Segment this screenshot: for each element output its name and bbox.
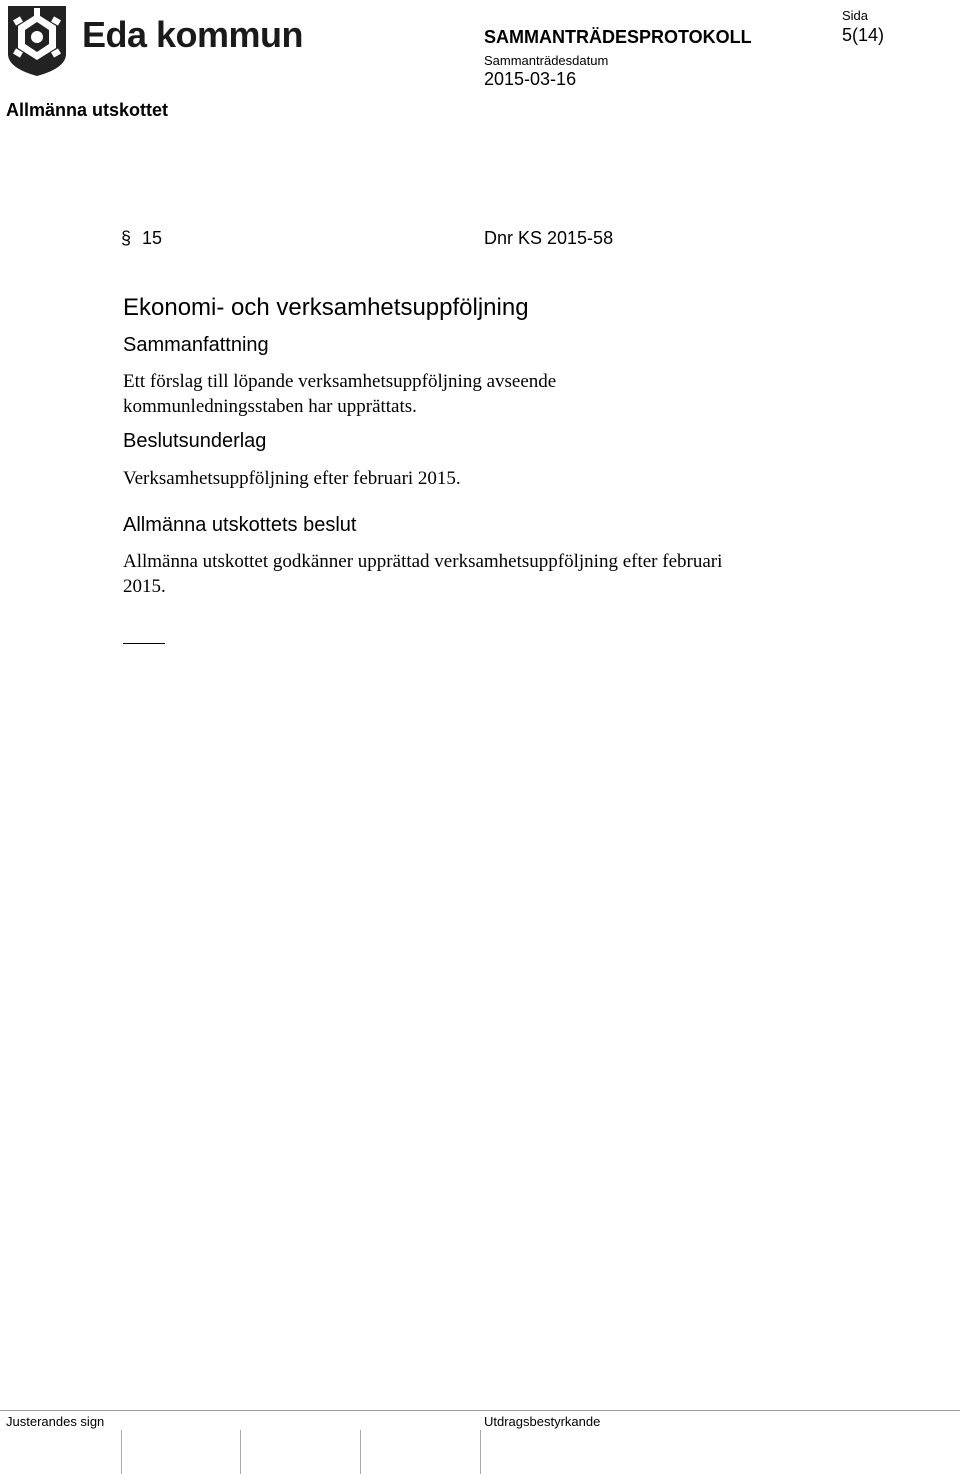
signature-box-divider: [121, 1430, 122, 1474]
meeting-date-label: Sammanträdesdatum: [484, 53, 609, 68]
summary-text: [123, 369, 903, 419]
decision-heading: Allmänna utskottets beslut: [123, 514, 357, 536]
signer-label: Justerandes sign: [6, 1414, 105, 1429]
coat-of-arms-icon: [6, 4, 68, 78]
basis-text: Verksamhetsuppföljning efter februari 2015.: [123, 468, 461, 489]
document-type: SAMMANTRÄDESPROTOKOLL: [484, 27, 752, 47]
decision-line: 2015.: [123, 576, 166, 597]
paragraph-number-value: 15: [142, 228, 163, 248]
page-number: 5(14): [842, 25, 885, 45]
eda-kommun-logo: [6, 4, 306, 78]
summary-line: kommunledningsstaben har upprättats.: [123, 396, 417, 417]
paragraph-symbol: §: [121, 228, 132, 248]
summary-line: Ett förslag till löpande verksamhetsuppföljning avseende: [123, 371, 557, 392]
decision-line: Allmänna utskottet godkänner upprättad verksamhetsuppföljning efter februari: [123, 551, 723, 572]
committee-name: Allmänna utskottet: [6, 100, 169, 120]
footer-divider: [0, 1410, 960, 1411]
end-rule: [123, 643, 165, 644]
case-number: Dnr KS 2015-58: [484, 228, 614, 248]
paragraph-number: [121, 228, 162, 249]
meeting-date: 2015-03-16: [484, 69, 577, 89]
logo-text: Eda kommun: [82, 14, 304, 55]
certifier-label: Utdragsbestyrkande: [484, 1414, 601, 1429]
section-title: Ekonomi- och verksamhetsuppföljning: [123, 294, 529, 321]
summary-heading: Sammanfattning: [123, 334, 269, 356]
page-label: Sida: [842, 8, 869, 23]
signature-box-divider: [240, 1430, 241, 1474]
basis-heading: Beslutsunderlag: [123, 430, 267, 452]
signature-box-divider: [480, 1430, 481, 1474]
signature-box-divider: [360, 1430, 361, 1474]
decision-text: [123, 549, 903, 599]
